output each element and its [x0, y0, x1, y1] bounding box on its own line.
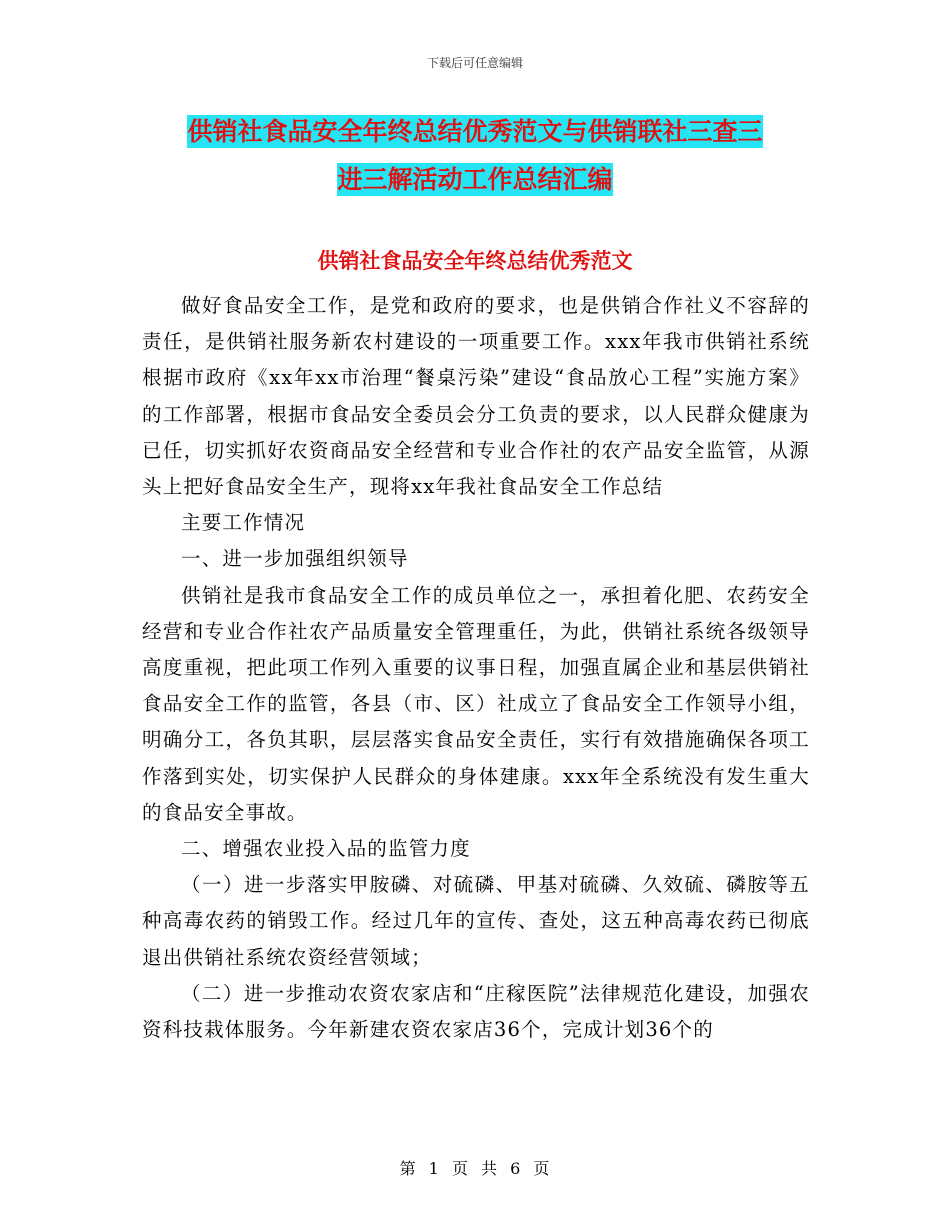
title-line-1: 供销社食品安全年终总结优秀范文与供销联社三查三 [187, 117, 763, 146]
page-number: 第 1 页 共 6 页 [399, 1159, 551, 1178]
page-header-note: 下载后可任意编辑 [426, 56, 523, 70]
title-line-2: 进三解活动工作总结汇编 [337, 165, 613, 194]
paragraph-heading-2: 二、增强农业投入品的监管力度 [181, 837, 471, 861]
paragraph-item-1: （一）进一步落实甲胺磷、对硫磷、甲基对硫磷、久效硫、磷胺等五种高毒农药的销毁工作。经过几年的宣传、查处，这五种高毒农药已彻底退出供销社系统农资经营领域； [142, 873, 810, 969]
paragraph-item-2: （二）进一步推动农资农家店和“庄稼医院”法律规范化建设，加强农资科技栽体服务。今年新建农资农家店36个，完成计划36个的 [142, 981, 810, 1042]
document-body [142, 288, 810, 1048]
paragraph-organization: 供销社是我市食品安全工作的成员单位之一，承担着化肥、农药安全经营和专业合作社农产品质量安全管理重任，为此，供销社系统各级领导高度重视，把此项工作列入重要的议事日程，加强直属企业和基层供销社食品安全工作的监管，各县（市、区）社成立了食品安全工作领导小组，明确分工，各负其职，层层落实食品安全责任，实行有效措施确保各项工作落到实处，切实保护人民群众的身体建康。xxx年全系统没有发生重大的食品安全事故。 [142, 583, 810, 824]
section-heading: 供销社食品安全年终总结优秀范文 [317, 249, 633, 273]
paragraph-heading-1: 一、进一步加强组织领导 [181, 547, 409, 571]
paragraph-intro: 做好食品安全工作，是党和政府的要求，也是供销合作社义不容辞的责任，是供销社服务新农村建设的一项重要工作。xxx年我市供销社系统根据市政府《xx年xx市治理“餐桌污染”建设“食品放心工程”实施方案》的工作部署，根据市食品安全委员会分工负责的要求，以人民群众健康为已任，切实抓好农资商品安全经营和专业合作社的农产品安全监管，从源头上把好食品安全生产，现将xx年我社食品安全工作总结 [142, 294, 810, 499]
document-title [140, 108, 810, 204]
paragraph-main-work: 主要工作情况 [181, 511, 306, 535]
